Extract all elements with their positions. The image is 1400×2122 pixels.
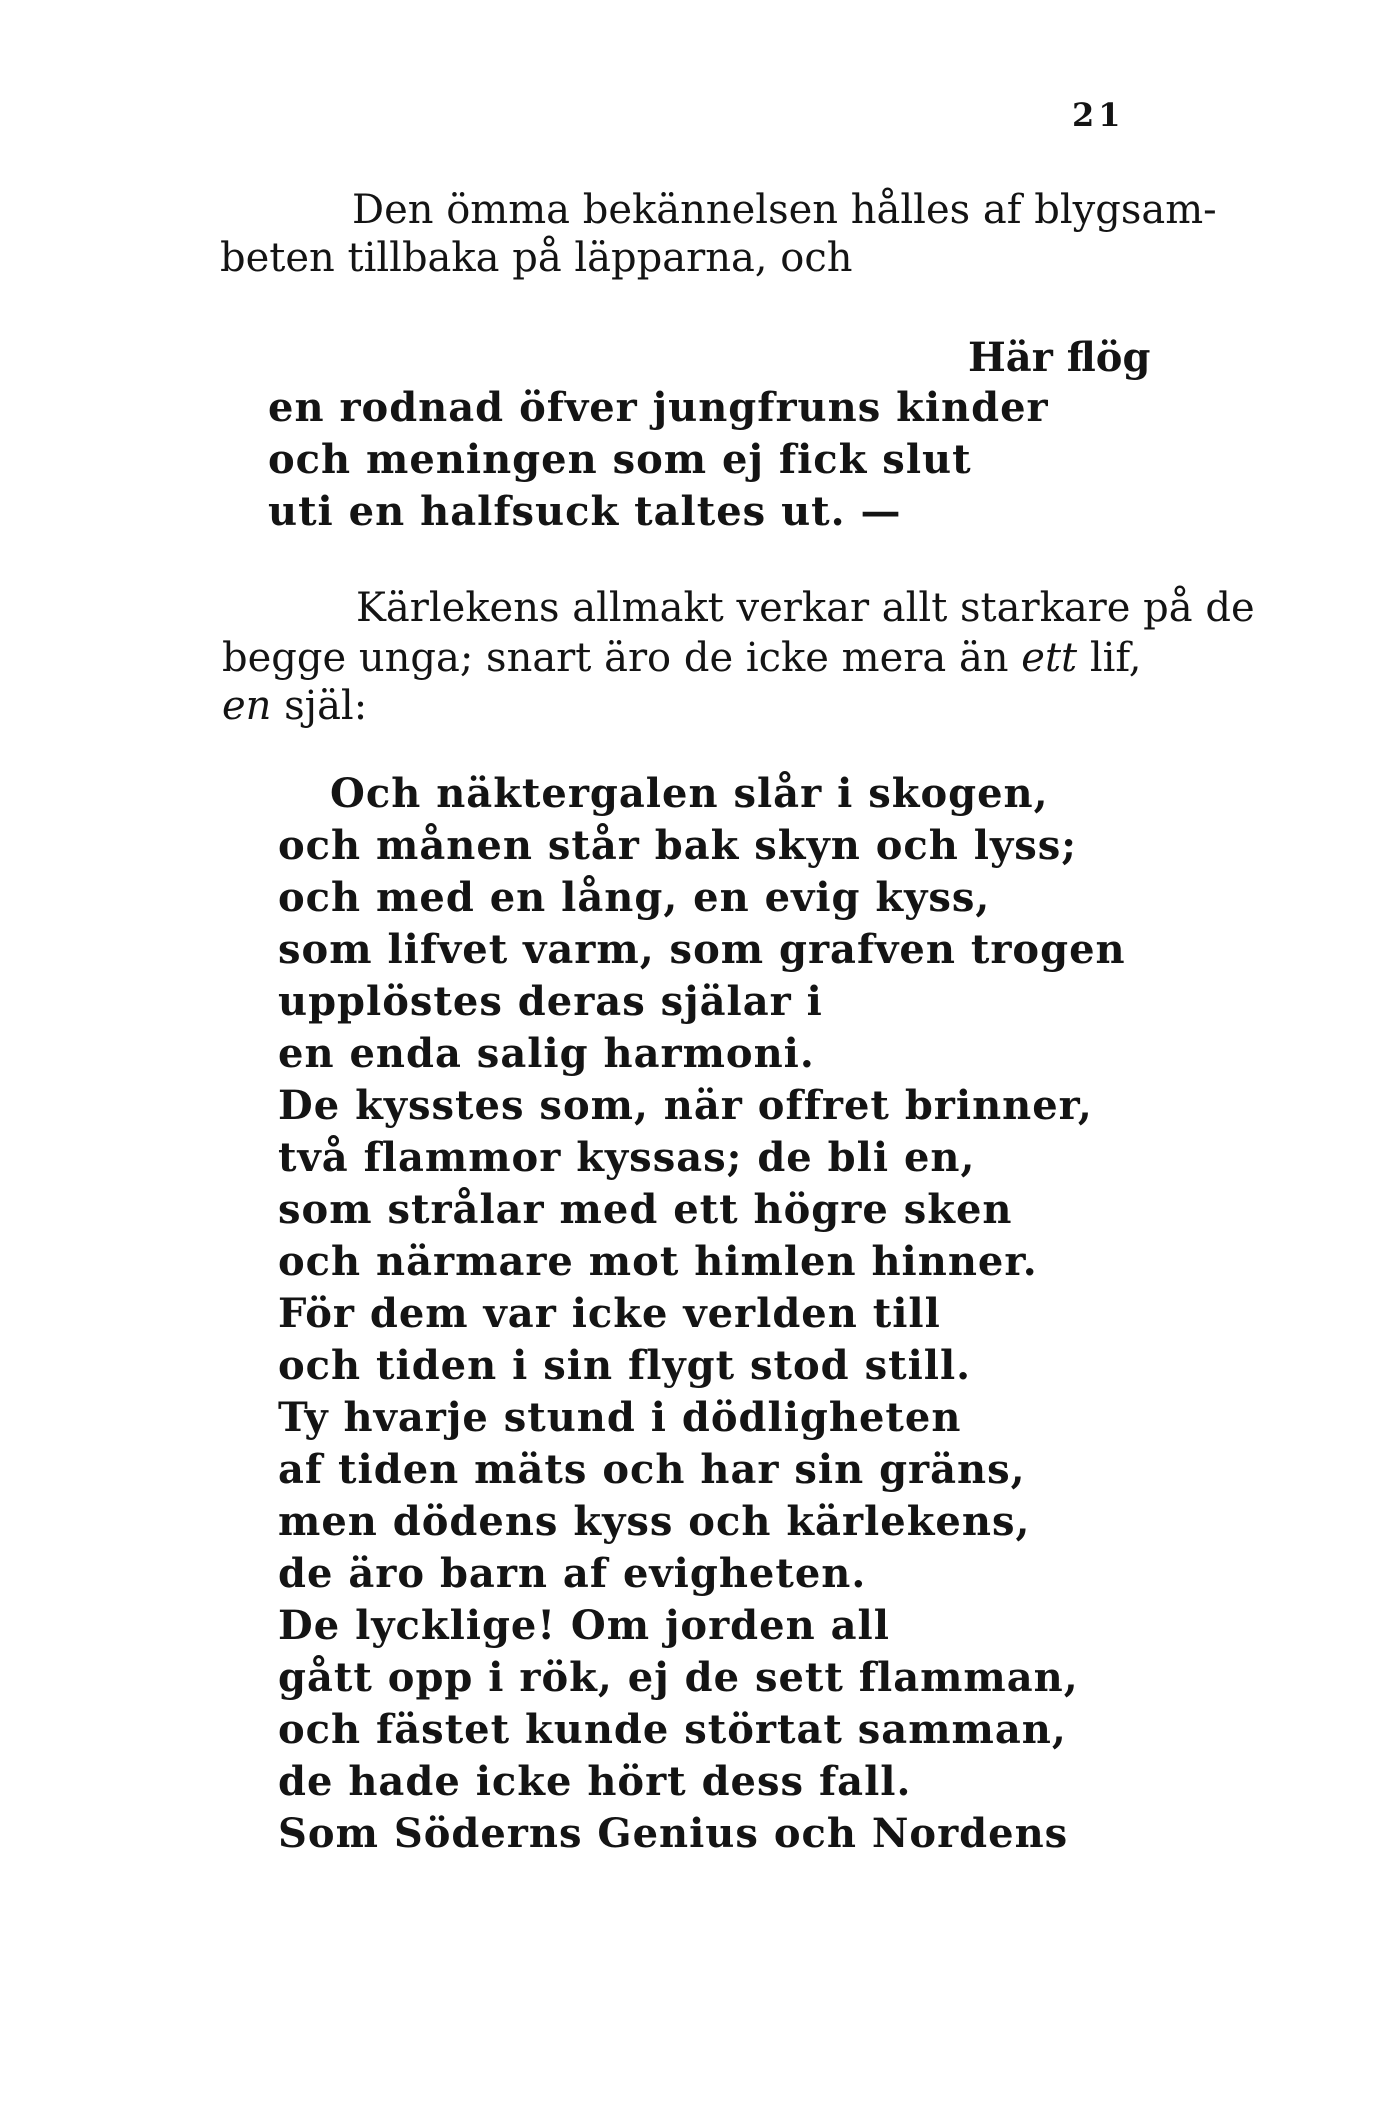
verse-line: och meningen som ej fick slut [268, 436, 972, 483]
verse-line: som strålar med ett högre sken [278, 1186, 1013, 1233]
verse-fragment: Här flög [968, 334, 1151, 381]
verse-line: uti en halfsuck taltes ut. — [268, 488, 902, 535]
verse-line: Och näktergalen slår i skogen, [330, 770, 1049, 817]
prose-italic: ett [1021, 635, 1078, 681]
prose-line [222, 634, 1142, 682]
verse-line: af tiden mäts och har sin gräns, [278, 1446, 1026, 1493]
verse-line: De kysstes som, när offret brinner, [278, 1082, 1093, 1129]
verse-line: och närmare mot himlen hinner. [278, 1238, 1038, 1285]
verse-line: de äro barn af evigheten. [278, 1550, 867, 1597]
verse-line: men dödens kyss och kärlekens, [278, 1498, 1031, 1545]
prose-italic: en [222, 683, 272, 729]
verse-line: och med en lång, en evig kyss, [278, 874, 991, 921]
verse-line: och tiden i sin flygt stod still. [278, 1342, 972, 1389]
verse-line: en enda salig harmoni. [278, 1030, 815, 1077]
page-number: 21 [1072, 96, 1125, 134]
prose-line: beten tillbaka på läpparna, och [220, 235, 853, 281]
prose-line: Kärlekens allmakt verkar allt starkare på de [356, 585, 1255, 631]
verse-line: och fästet kunde störtat samman, [278, 1706, 1067, 1753]
verse-line: gått opp i rök, ej de sett flamman, [278, 1654, 1079, 1701]
verse-line: som lifvet varm, som grafven trogen [278, 926, 1126, 973]
verse-line: För dem var icke verlden till [278, 1290, 941, 1337]
prose-text: lif, [1077, 635, 1142, 681]
verse-line: Som Söderns Genius och Nordens [278, 1810, 1069, 1857]
prose-line [222, 682, 367, 730]
verse-line: De lycklige! Om jorden all [278, 1602, 890, 1649]
verse-line: Ty hvarje stund i dödligheten [278, 1394, 962, 1441]
verse-line: de hade icke hört dess fall. [278, 1758, 912, 1805]
verse-line: och månen står bak skyn och lyss; [278, 822, 1078, 869]
verse-line: en rodnad öfver jungfruns kinder [268, 384, 1049, 431]
verse-line: två flammor kyssas; de bli en, [278, 1134, 976, 1181]
prose-text: begge unga; snart äro de icke mera än [222, 635, 1022, 681]
verse-line: upplöstes deras själar i [278, 978, 823, 1025]
prose-line: Den ömma bekännelsen hålles af blygsam- [352, 187, 1217, 233]
prose-text: själ: [271, 683, 368, 729]
